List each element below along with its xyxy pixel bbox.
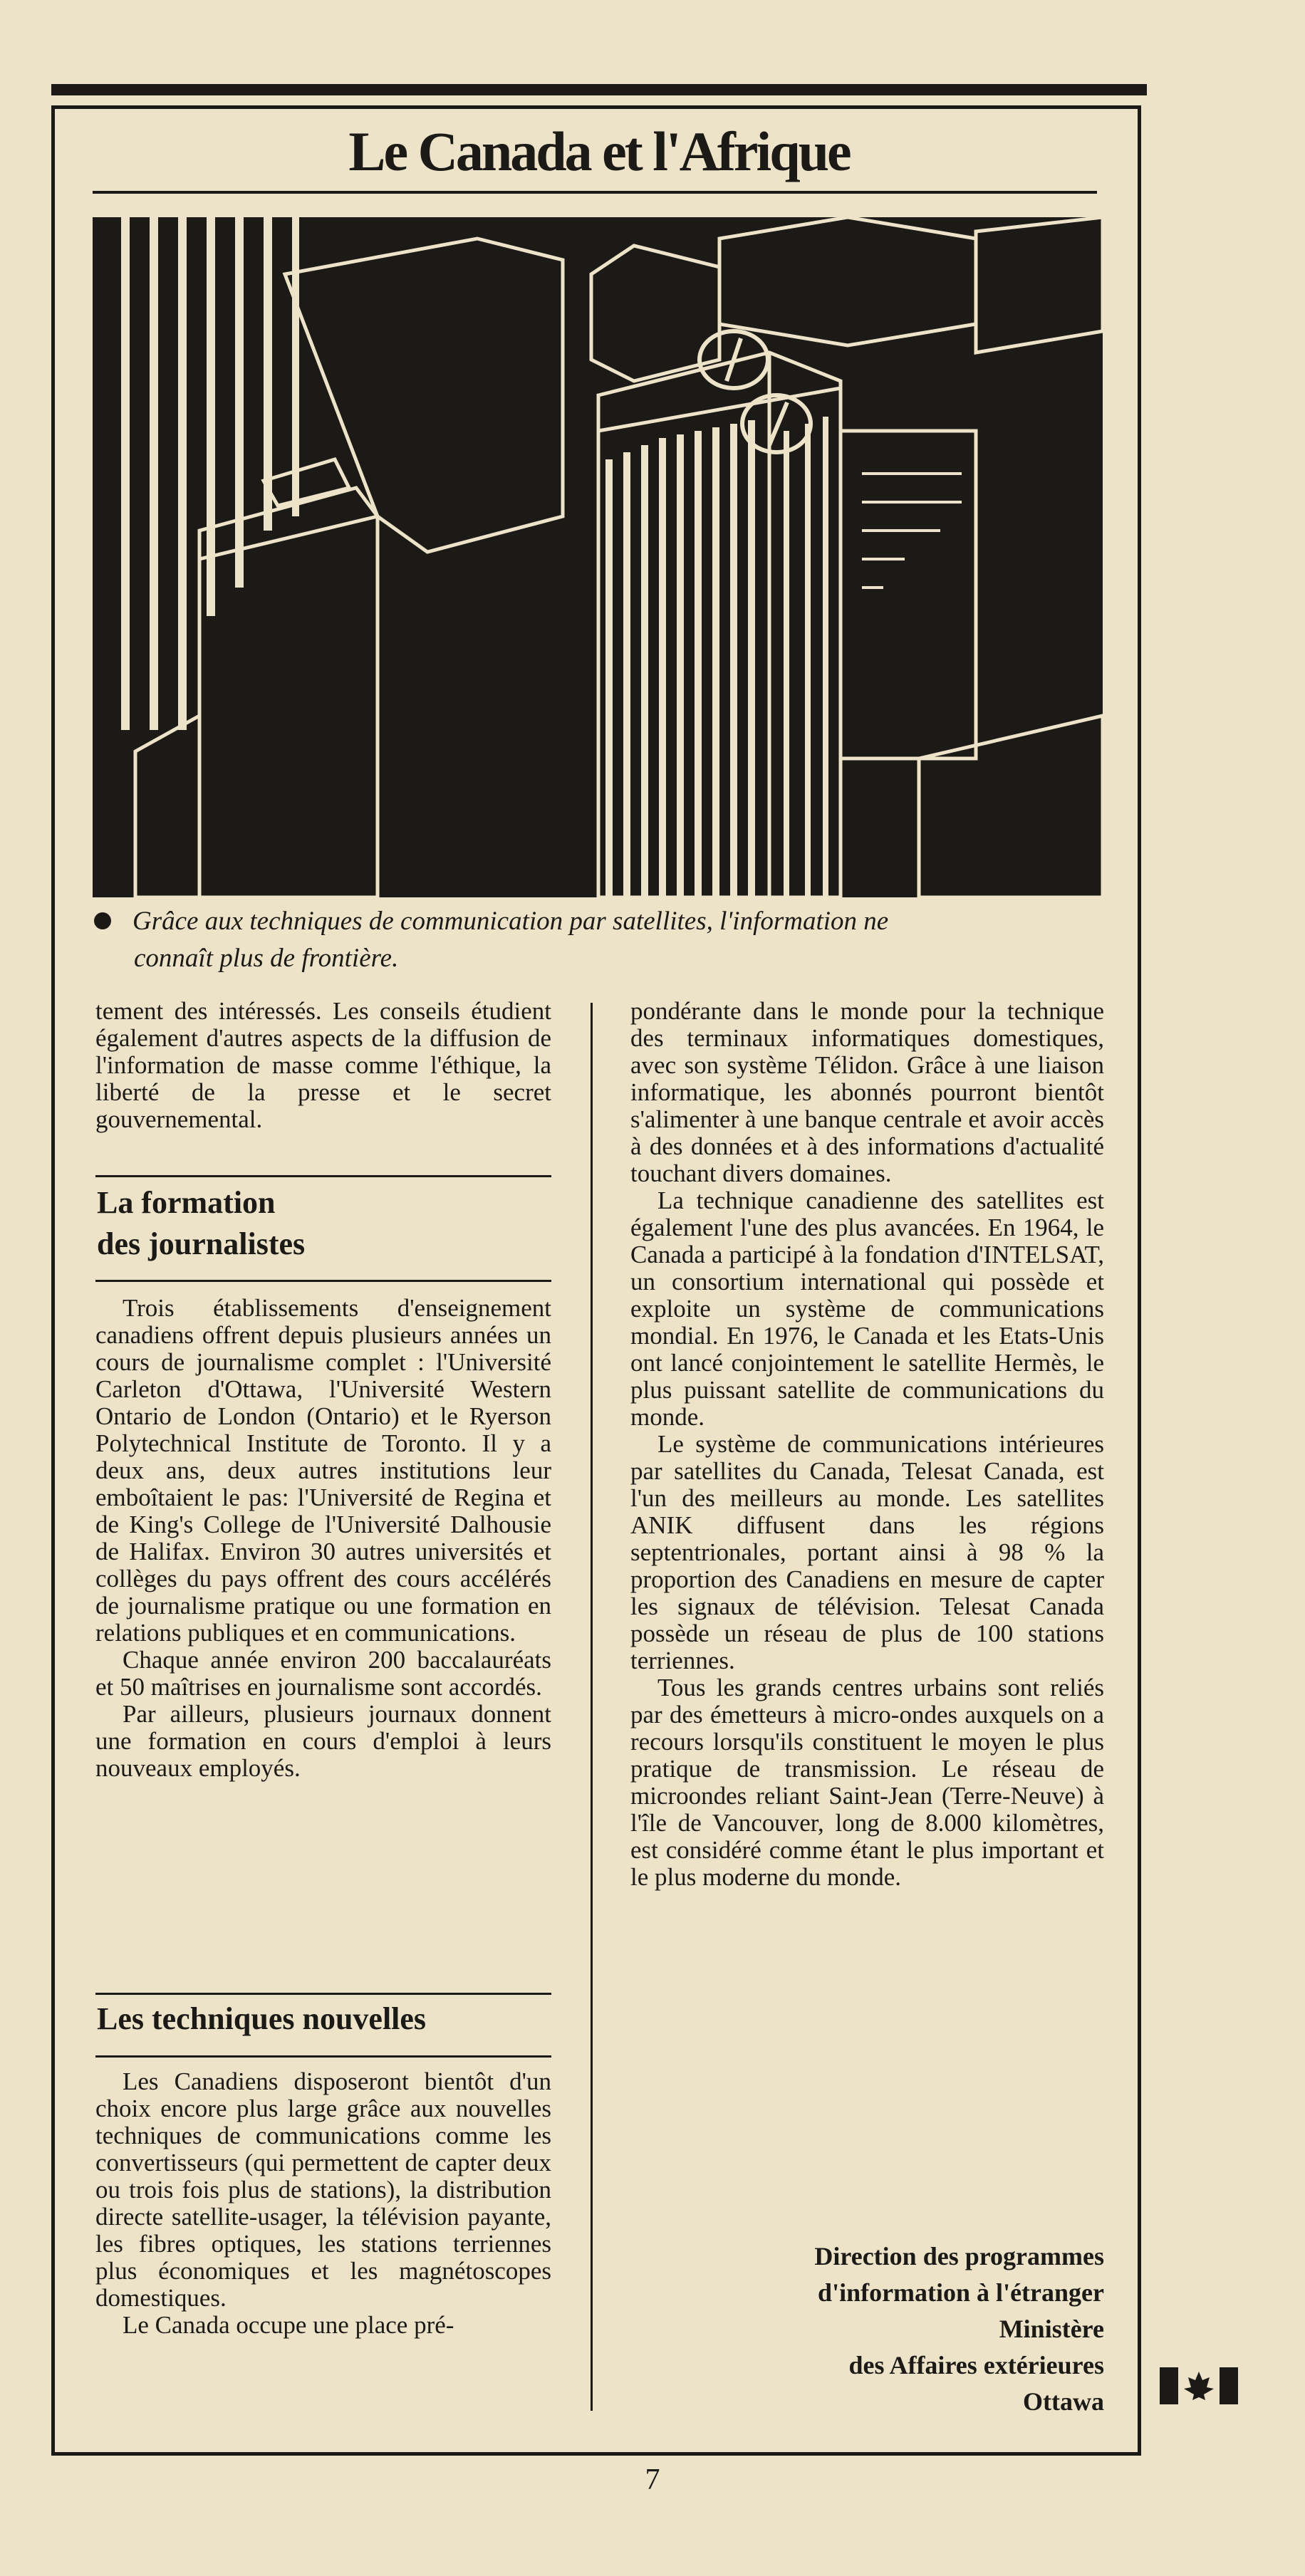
signature-line: d'information à l'étranger [818, 2278, 1104, 2307]
caption-line-2: connaît plus de frontière. [134, 944, 399, 973]
paragraph: Le Canada occupe une place pré- [123, 2311, 454, 2339]
paragraph: Par ailleurs, plusieurs journaux donnent une formation en cours d'emploi à leurs nouveaux employés. [95, 1700, 551, 1782]
canada-flag-logo-icon [1160, 2366, 1238, 2406]
section-rule [95, 1280, 551, 1282]
left-intro [95, 998, 551, 1133]
paragraph: pondérante dans le monde pour la technique des terminaux informatiques domestiques, avec son système Télidon. Grâce à une liaison informatique, les abonnés pourront bientôt s'alimenter à une banque centrale et avoir accès à des données et à des informations d'actualité touchant divers domaines. [630, 997, 1104, 1187]
page-title: Le Canada et l'Afrique [348, 120, 850, 182]
left-intro-text: tement des intéressés. Les conseils étudient également d'autres aspects de la diffusion de l'information de masse comme l'éthique, la liberté de la presse et le secret gouvernemental. [95, 997, 551, 1133]
heading-formation [97, 1182, 305, 1265]
signature-block [814, 2238, 1104, 2420]
satellite-city-illustration [93, 217, 1103, 897]
section-rule [95, 2055, 551, 2058]
heading-formation-line-1: La formation [97, 1185, 276, 1220]
signature-line: Direction des programmes [814, 2242, 1104, 2270]
section-rule [95, 1993, 551, 1995]
section-rule [95, 1175, 551, 1177]
caption-bullet-icon [94, 912, 111, 929]
signature-line: Ministère [999, 2315, 1104, 2343]
paragraph: Trois établissements d'enseignement canadiens offrent depuis plusieurs années un cours de journalisme complet : l'Université Carleton d'Ottawa, l'Université Western Ontario de London (Ontario) et le Ryerson Polytechnical Institute de Toronto. Il y a deux ans, deux autres institutions leur emboîtaient le pas: l'Université de Regina et de King's College de l'Université Dalhousie de Halifax. Environ 30 autres universités et collèges du pays offrent des cours accélérés de journalisme pratique ou une formation en relations publiques et en communications. [95, 1294, 551, 1647]
city-skyline-image [93, 217, 1103, 897]
photo-caption [94, 903, 1106, 977]
column-divider [591, 1003, 593, 2411]
page-number: 7 [645, 2463, 660, 2496]
paragraph: Les Canadiens disposeront bientôt d'un choix encore plus large grâce aux nouvelles techniques de communications comme les convertisseurs (qui permettent de capter deux ou trois fois plus de stations), la distribution directe satellite-usager, la télévision payante, les fibres optiques, les stations terriennes plus économiques et les magnétoscopes domestiques. [95, 2067, 551, 2312]
paragraph: La technique canadienne des satellites est également l'une des plus avancées. En 1964, le Canada a participé à la fondation d'INTELSAT, un consortium international qui possède et exploite un système de communications mondial. En 1976, le Canada et les Etats-Unis ont lancé conjointement le satellite Hermès, le plus puissant satellite de communications du monde. [630, 1187, 1104, 1431]
signature-line: des Affaires extérieures [848, 2351, 1104, 2379]
caption-line-1: Grâce aux techniques de communication par satellites, l'information ne [132, 907, 889, 936]
paragraph: Chaque année environ 200 baccalauréats et 50 maîtrises en journalisme sont accordés. [95, 1646, 551, 1701]
signature-line: Ottawa [1023, 2387, 1104, 2416]
title-rule [93, 191, 1097, 194]
right-column [630, 998, 1104, 1891]
paragraph: Le système de communications intérieures par satellites du Canada, Telesat Canada, est l'un des meilleurs au monde. Les satellites ANIK diffusent dans les régions septentrionales, portant ainsi à 98 % la proportion des Canadiens en mesure de capter les signaux de télévision. Telesat Canada possède un réseau de plus de 100 stations terriennes. [630, 1430, 1104, 1674]
paragraph: Tous les grands centres urbains sont reliés par des émetteurs à micro-ondes auxquels on a recours lorsqu'ils constituent le moyen le plus pratique de transmission. Le réseau de microondes reliant Saint-Jean (Terre-Neuve) à l'île de Vancouver, long de 8.000 kilomètres, est considéré comme étant le plus important et le plus moderne du monde. [630, 1674, 1104, 1891]
formation-body [95, 1295, 551, 1782]
heading-formation-line-2: des journalistes [97, 1226, 306, 1261]
top-rule [51, 84, 1147, 95]
techniques-body [95, 2068, 551, 2339]
heading-techniques: Les techniques nouvelles [97, 2001, 427, 2036]
